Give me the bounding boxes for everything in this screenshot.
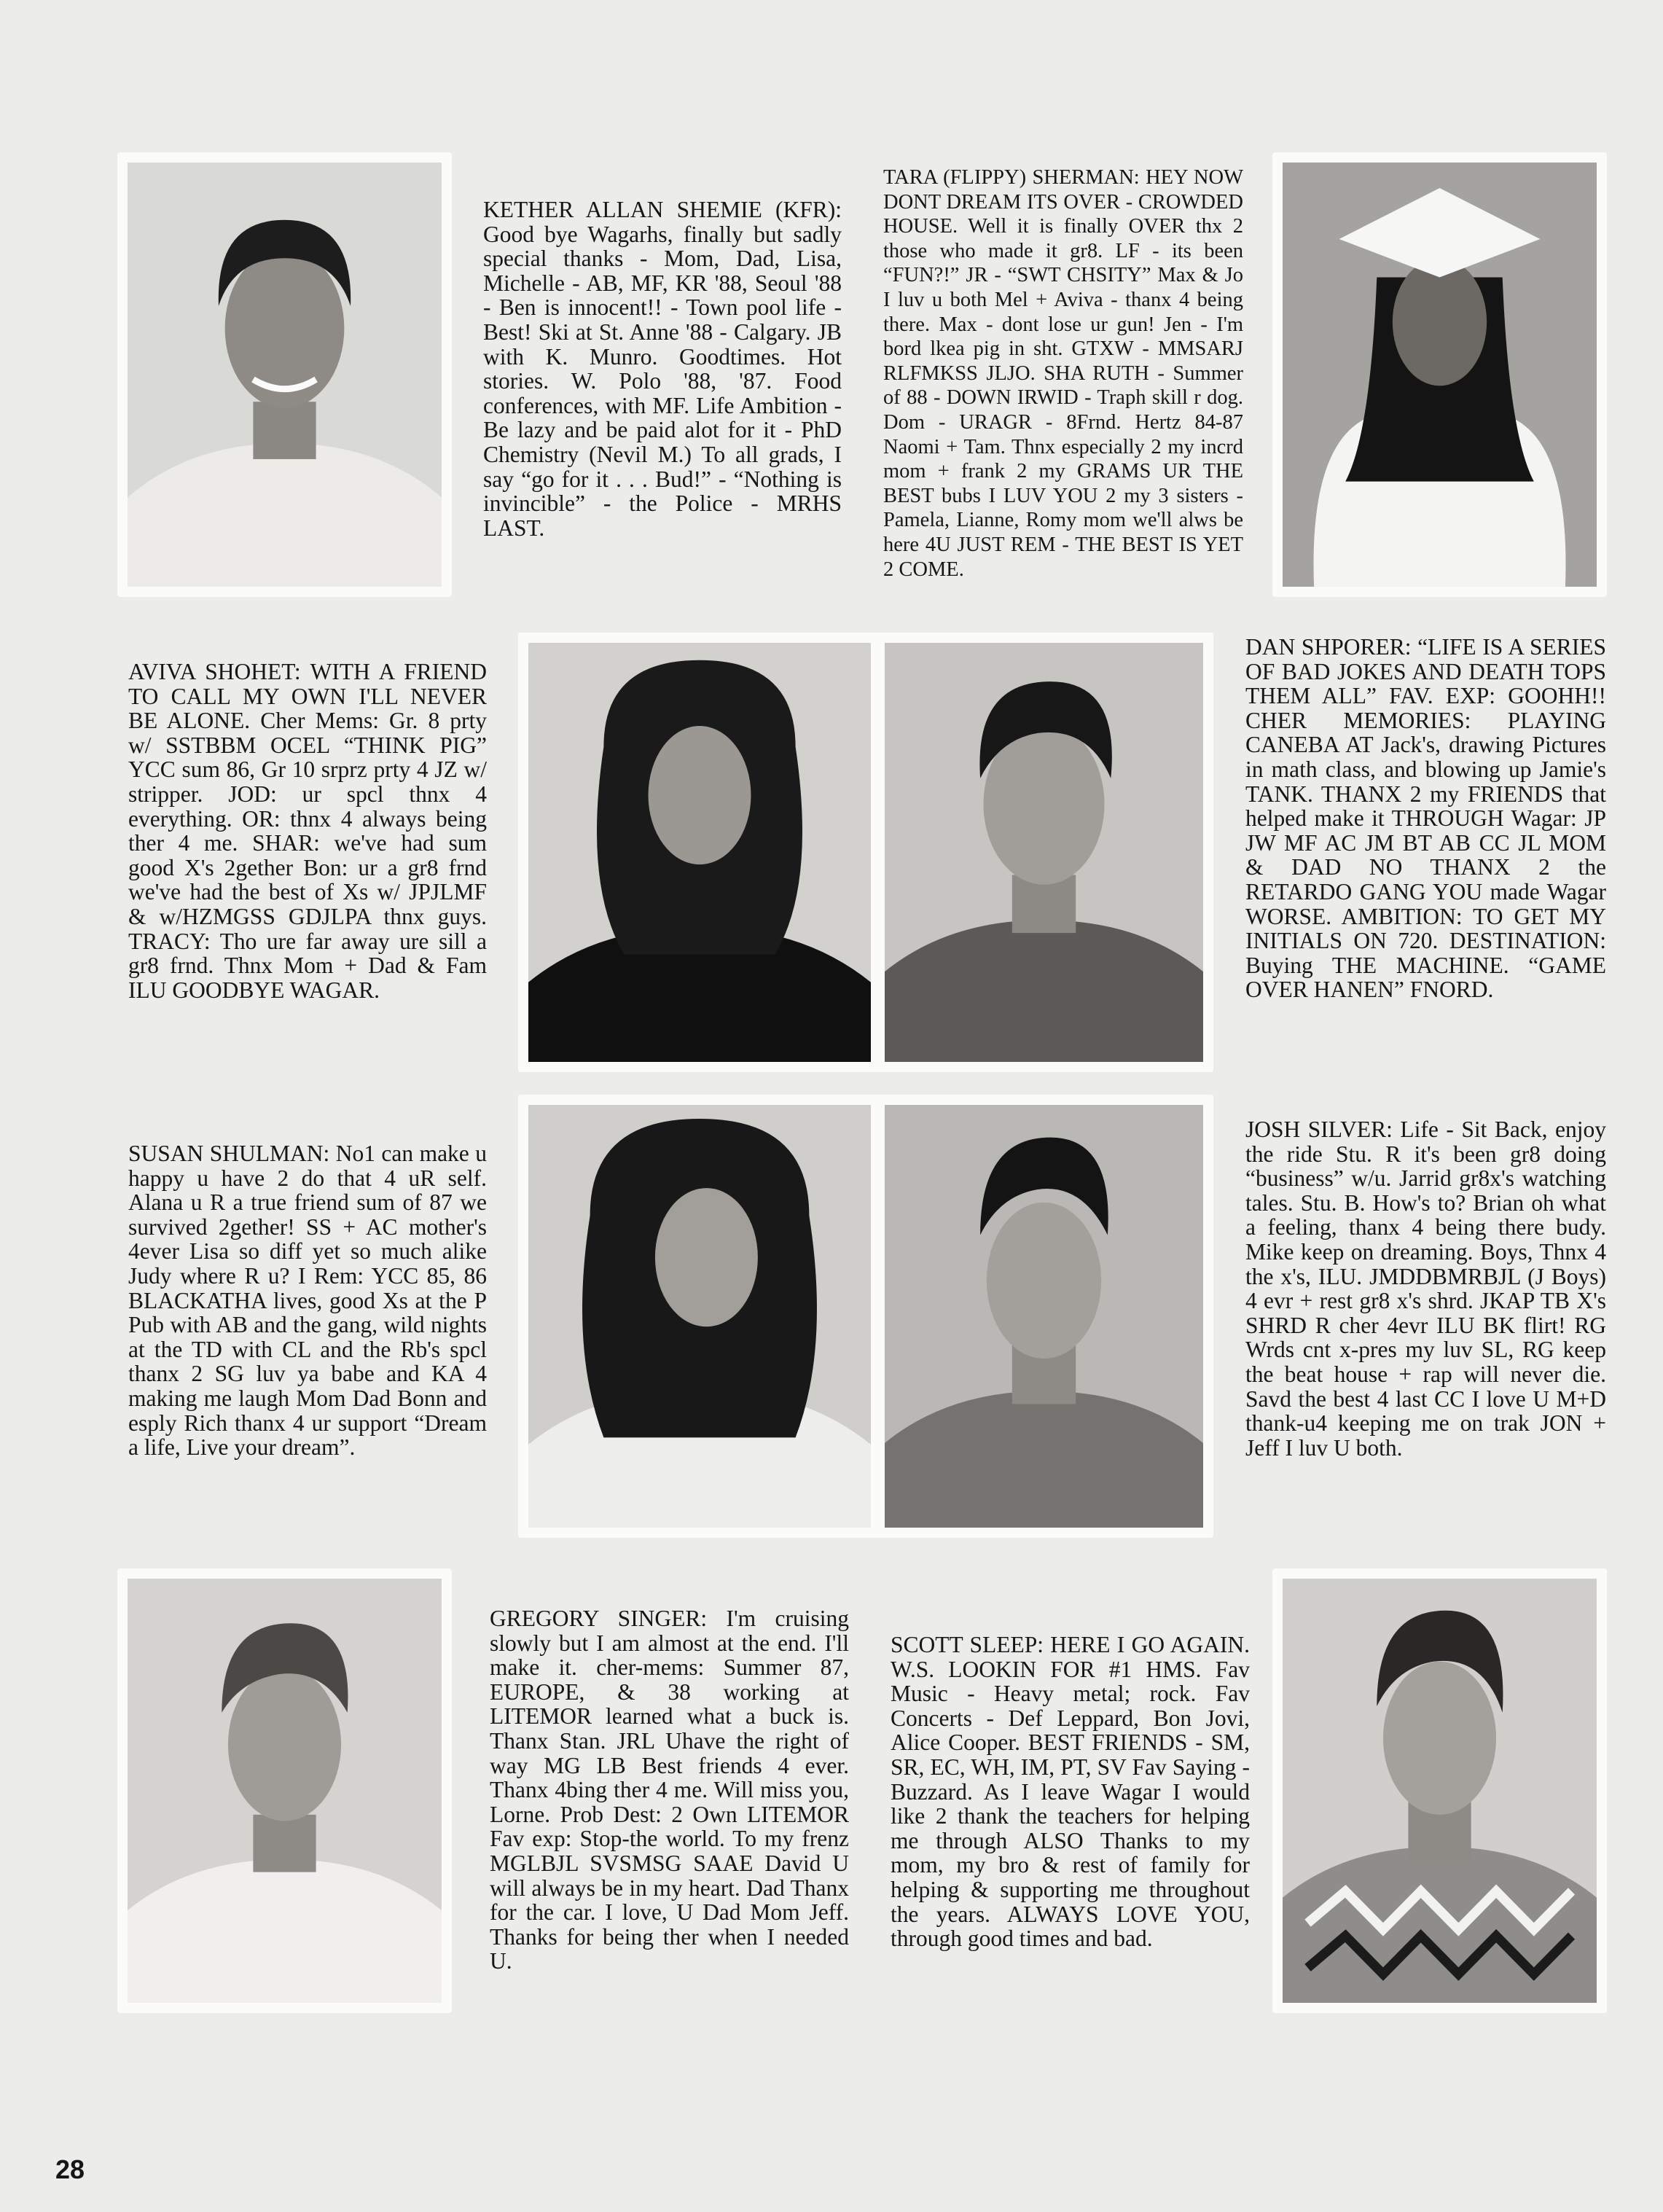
bio-susan-shulman: SUSAN SHULMAN: No1 can make u happy u have 2 do that 4 uR self. Alana u R a true friend sum of 87 we survived 2gether! SS + AC mother's 4ever Lisa so diff yet so much alike Judy where R u? I Rem: YCC 85, 86 BLACKATHA lives, good Xs at the P Pub with AB and the gang, wild nights at the TD with CL and the Rb's spcl thanx 2 SG luv ya babe and KA 4 making me laugh Mom Dad Bonn and esply Rich thanx 4 ur support “Dream a life, Live your dream”. <box>128 1141 487 1461</box>
page-number: 28 <box>55 2154 85 2184</box>
portrait-josh-silver <box>874 1095 1213 1538</box>
bio-tara-sherman: TARA (FLIPPY) SHERMAN: HEY NOW DONT DREAM ITS OVER - CROWDED HOUSE. Well it is finally OVER thx 2 those who made it gr8. LF - its been “FUN?!” JR - “SWT CHSITY” Max & Jo I luv u both Mel + Aviva - thanx 4 being there. Max - dont lose ur gun! Jen - I'm bord lkea pig in sht. GTXW - MMSARJ RLFMKSS JLJO. SHA RUTH - Summer of 88 - DOWN IRWID - Traph skill r dog. Dom - URAGR - 8Frnd. Hertz 84-87 Naomi + Tam. Thnx especially 2 my incrd mom + frank 2 my GRAMS UR THE BEST bubs I LUV YOU 2 my 3 sisters - Pamela, Lianne, Romy mom we'll alws be here 4U JUST REM - THE BEST IS YET 2 COME. <box>883 166 1243 581</box>
bio-aviva-shohet: AVIVA SHOHET: WITH A FRIEND TO CALL MY OWN I'LL NEVER BE ALONE. Cher Mems: Gr. 8 prty w/ SSTBBM OCEL “THINK PIG” YCC sum 86, Gr 10 srprz prty 4 JZ w/ stripper. JOD: ur spcl thnx 4 everything. OR: thnx 4 always being ther 4 me. SHAR: we've had sum good X's 2gether Bon: ur a gr8 frnd we've had the best of Xs w/ JPJLMF & w/HZMGSS GDJLPA thnx guys. TRACY: Tho ure far away ure sill a gr8 frnd. Thnx Mom + Dad & Fam ILU GOODBYE WAGAR. <box>128 659 487 1003</box>
bio-gregory-singer: GREGORY SINGER: I'm cruising slowly but I am almost at the end. I'll make it. cher-mems: Summer 87, EUROPE, & 38 working at LITEMOR learned what a buck is. Thanx Stan. JRL Uhave the right of way MG LB Best friends 4 ever. Thanx 4bing ther 4 me. Will miss you, Lorne. Prob Dest: 2 Own LITEMOR Fav exp: Stop-the world. To my frenz MGLBJL SVSMSG SAAE David U will always be in my heart. Dad Thanx for the car. I love, U Dad Mom Jeff. Thanks for being ther when I needed U. <box>490 1606 849 1974</box>
bio-kether-shemie: KETHER ALLAN SHEMIE (KFR): Good bye Wagarhs, finally but sadly special thanks - Mom, Dad, Lisa, Michelle - AB, MF, KR '88, Seoul '88 - Ben is innocent!! - Town pool life - Best! Ski at St. Anne '88 - Calgary. JB with K. Munro. Goodtimes. Hot stories. W. Polo '88, '87. Food conferences, with MF. Life Ambition - Be lazy and be paid alot for it - PhD Chemistry (Nevil M.) To all grads, I say “go for it . . . Bud!” - “Nothing is invincible” - the Police - MRHS LAST. <box>483 197 842 541</box>
bio-dan-shporer: DAN SHPORER: “LIFE IS A SERIES OF BAD JOKES AND DEATH TOPS THEM ALL” FAV. EXP: GOOHH!! CHER MEMORIES: PLAYING CANEBA AT Jack's, drawing Pictures in math class, and blowing up Jamie's TANK. THANX 2 my FRIENDS that helped make it THROUGH Wagar: JP JW MF AC JM BT AB CC JL MOM & DAD NO THANX 2 the RETARDO GANG YOU made Wagar WORSE. AMBITION: TO GET MY INITIALS ON 720. DESTINATION: Buying THE MACHINE. “GAME OVER HANEN” FNORD. <box>1245 634 1606 1003</box>
portrait-tara-sherman <box>1272 152 1607 597</box>
portrait-scott-sleep <box>1272 1568 1607 2013</box>
bio-josh-silver: JOSH SILVER: Life - Sit Back, enjoy the ride Stu. R it's been gr8 doing “business” w/u. Jarrid gr8x's watching tales. Stu. B. How's to? Brian oh what a feeling, thanx 4 being there budy. Mike keep on dreaming. Boys, Thnx 4 the x's, ILU. JMDDBMRBJL (J Boys) 4 evr + rest gr8 x's shrd. JKAP TB X's SHRD R cher 4evr ILU BK flirt! RG Wrds cnt x-pres my luv SL, RG keep the beat house + rap will never die. Savd the best 4 last CC I love U M+D thank-u4 keeping me on trak JON + Jeff I luv U both. <box>1245 1117 1606 1461</box>
bio-scott-sleep: SCOTT SLEEP: HERE I GO AGAIN. W.S. LOOKIN FOR #1 HMS. Fav Music - Heavy metal; rock. Fav Concerts - Def Leppard, Bon Jovi, Alice Cooper. BEST FRIENDS - SM, SR, EC, WH, IM, PT, SV Fav Saying - Buzzard. As I leave Wagar I would like 2 thank the teachers for helping me through ALSO Thanks to my mom, my bro & rest of family for helping & supporting me throughout the years. ALWAYS LOVE YOU, through good times and bad. <box>891 1632 1250 1952</box>
portrait-gregory-singer <box>117 1568 452 2013</box>
portrait-susan-shulman <box>518 1095 881 1538</box>
portrait-aviva-shohet <box>518 633 881 1072</box>
portrait-dan-shporer <box>874 633 1213 1072</box>
portrait-kether-shemie <box>117 152 452 597</box>
